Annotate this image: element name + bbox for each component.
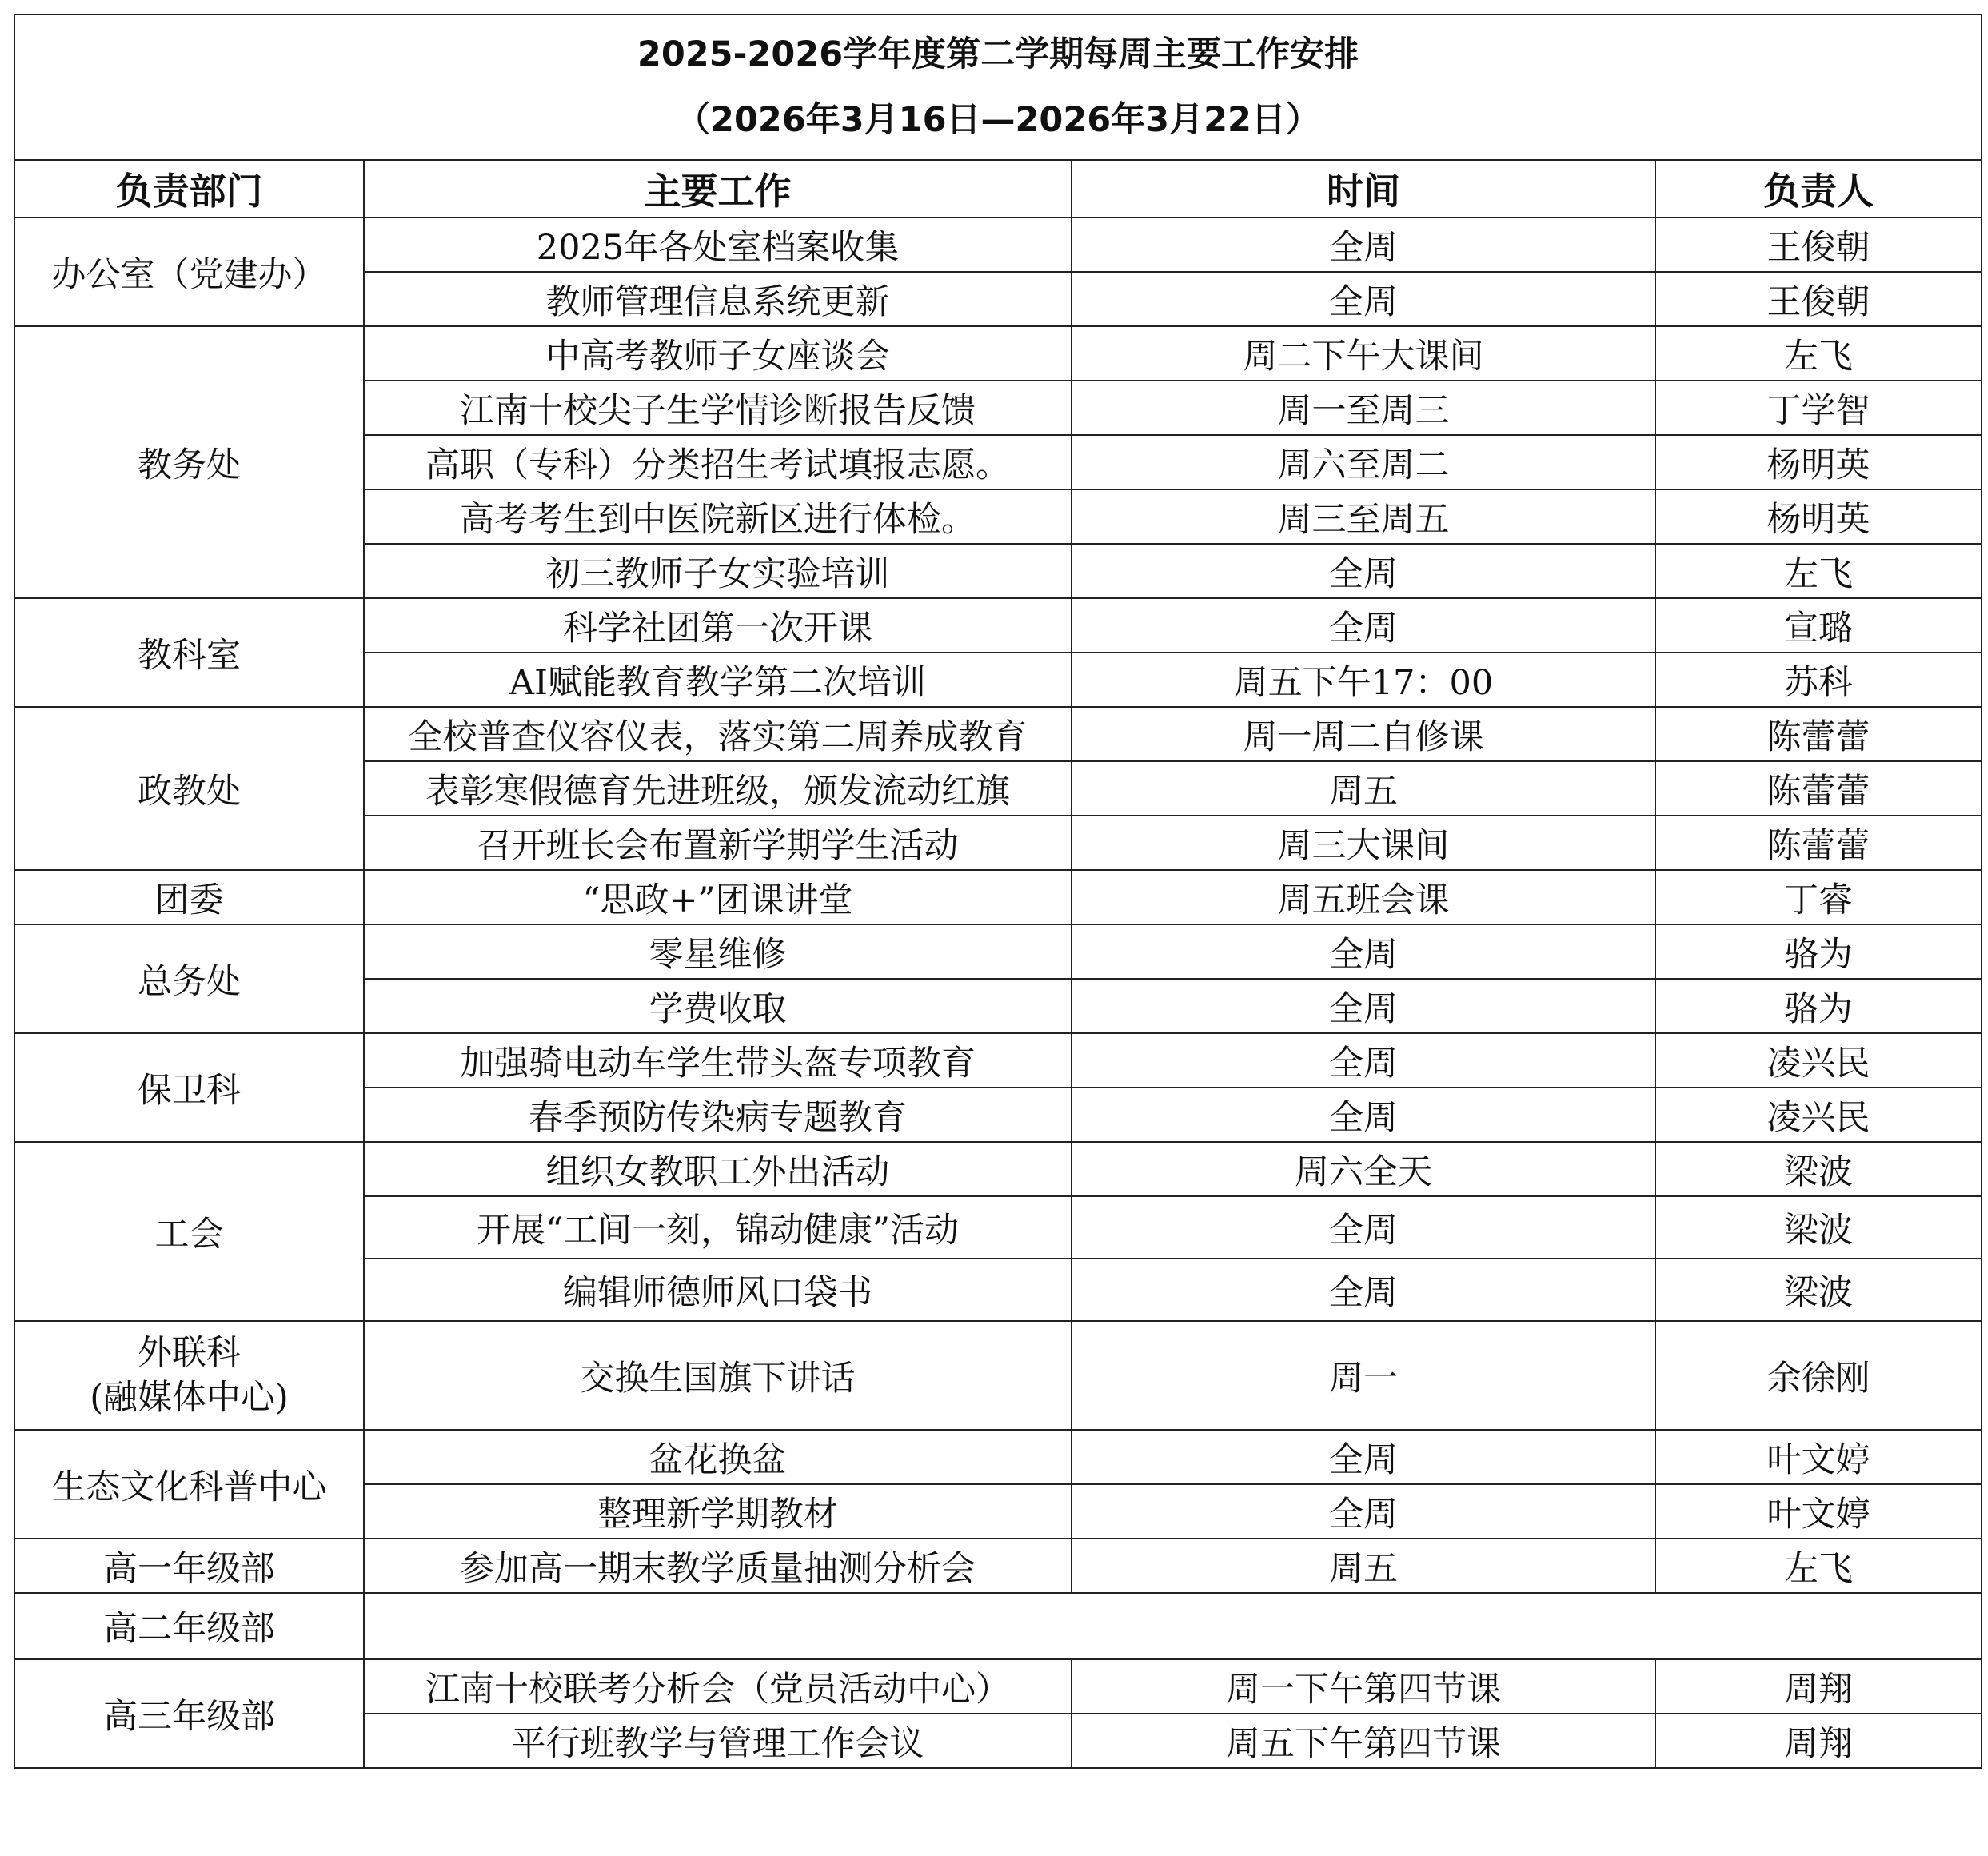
time-cell: 全周 bbox=[1072, 1259, 1655, 1321]
table-row bbox=[14, 1539, 1982, 1593]
table-row bbox=[14, 924, 1982, 979]
owner-cell: 杨明英 bbox=[1655, 435, 1982, 489]
time-cell: 全周 bbox=[1072, 1484, 1655, 1539]
owner-cell: 苏科 bbox=[1655, 653, 1982, 707]
owner-cell: 周翔 bbox=[1655, 1659, 1982, 1714]
department-cell: 办公室（党建办） bbox=[14, 218, 364, 326]
owner-cell: 凌兴民 bbox=[1655, 1088, 1982, 1142]
work-cell: 2025年各处室档案收集 bbox=[364, 218, 1072, 272]
weekly-schedule-table bbox=[14, 14, 1982, 1769]
time-cell: 全周 bbox=[1072, 218, 1655, 272]
owner-cell: 丁学智 bbox=[1655, 381, 1982, 435]
owner-cell: 叶文婷 bbox=[1655, 1430, 1982, 1484]
document-title bbox=[14, 14, 1982, 160]
department-cell: 团委 bbox=[14, 870, 364, 924]
table-row bbox=[14, 870, 1982, 924]
owner-cell: 左飞 bbox=[1655, 544, 1982, 598]
table-row bbox=[14, 598, 1982, 653]
work-cell: AI赋能教育教学第二次培训 bbox=[364, 653, 1072, 707]
time-cell: 周五 bbox=[1072, 1539, 1655, 1593]
work-cell: 表彰寒假德育先进班级，颁发流动红旗 bbox=[364, 761, 1072, 816]
header-work: 主要工作 bbox=[364, 160, 1072, 218]
time-cell: 周一周二自修课 bbox=[1072, 707, 1655, 761]
work-cell: 高考考生到中医院新区进行体检。 bbox=[364, 489, 1072, 544]
time-cell: 全周 bbox=[1072, 598, 1655, 653]
department-cell: 高三年级部 bbox=[14, 1659, 364, 1768]
owner-cell: 叶文婷 bbox=[1655, 1484, 1982, 1539]
department-name-line-1: 外联科 bbox=[138, 1333, 241, 1373]
department-cell: 政教处 bbox=[14, 707, 364, 870]
work-cell: 编辑师德师风口袋书 bbox=[364, 1259, 1072, 1321]
table-row bbox=[14, 1430, 1982, 1484]
work-cell: 科学社团第一次开课 bbox=[364, 598, 1072, 653]
header-owner: 负责人 bbox=[1655, 160, 1982, 218]
owner-cell: 丁睿 bbox=[1655, 870, 1982, 924]
table-row bbox=[14, 218, 1982, 272]
time-cell: 全周 bbox=[1072, 1430, 1655, 1484]
owner-cell: 陈蕾蕾 bbox=[1655, 816, 1982, 870]
empty-cell bbox=[364, 1593, 1982, 1659]
work-cell: 开展“工间一刻，锦动健康”活动 bbox=[364, 1196, 1072, 1259]
work-cell: 组织女教职工外出活动 bbox=[364, 1142, 1072, 1196]
time-cell: 周五下午17：00 bbox=[1072, 653, 1655, 707]
time-cell: 全周 bbox=[1072, 979, 1655, 1033]
header-time: 时间 bbox=[1072, 160, 1655, 218]
work-cell: “思政+”团课讲堂 bbox=[364, 870, 1072, 924]
department-cell: 生态文化科普中心 bbox=[14, 1430, 364, 1539]
time-cell: 全周 bbox=[1072, 924, 1655, 979]
work-cell: 高职（专科）分类招生考试填报志愿。 bbox=[364, 435, 1072, 489]
owner-cell: 左飞 bbox=[1655, 326, 1982, 381]
department-name-line-2: (融媒体中心) bbox=[90, 1378, 289, 1418]
time-cell: 全周 bbox=[1072, 1088, 1655, 1142]
work-cell: 江南十校尖子生学情诊断报告反馈 bbox=[364, 381, 1072, 435]
time-cell: 全周 bbox=[1072, 272, 1655, 326]
time-cell: 周二下午大课间 bbox=[1072, 326, 1655, 381]
work-cell: 加强骑电动车学生带头盔专项教育 bbox=[364, 1033, 1072, 1088]
department-cell bbox=[14, 1321, 364, 1430]
work-cell: 春季预防传染病专题教育 bbox=[364, 1088, 1072, 1142]
work-cell: 交换生国旗下讲话 bbox=[364, 1321, 1072, 1430]
table-row bbox=[14, 707, 1982, 761]
owner-cell: 周翔 bbox=[1655, 1714, 1982, 1768]
work-cell: 学费收取 bbox=[364, 979, 1072, 1033]
table-row bbox=[14, 1033, 1982, 1088]
work-cell: 召开班长会布置新学期学生活动 bbox=[364, 816, 1072, 870]
time-cell: 周一 bbox=[1072, 1321, 1655, 1430]
owner-cell: 余徐刚 bbox=[1655, 1321, 1982, 1430]
owner-cell: 杨明英 bbox=[1655, 489, 1982, 544]
department-cell: 高二年级部 bbox=[14, 1593, 364, 1659]
owner-cell: 左飞 bbox=[1655, 1539, 1982, 1593]
time-cell: 周五 bbox=[1072, 761, 1655, 816]
work-cell: 盆花换盆 bbox=[364, 1430, 1072, 1484]
department-cell: 工会 bbox=[14, 1142, 364, 1321]
department-cell: 保卫科 bbox=[14, 1033, 364, 1142]
owner-cell: 梁波 bbox=[1655, 1259, 1982, 1321]
owner-cell: 骆为 bbox=[1655, 924, 1982, 979]
owner-cell: 王俊朝 bbox=[1655, 272, 1982, 326]
owner-cell: 陈蕾蕾 bbox=[1655, 761, 1982, 816]
time-cell: 周一至周三 bbox=[1072, 381, 1655, 435]
work-cell: 平行班教学与管理工作会议 bbox=[364, 1714, 1072, 1768]
header-department: 负责部门 bbox=[14, 160, 364, 218]
department-cell: 教科室 bbox=[14, 598, 364, 707]
table-row bbox=[14, 326, 1982, 381]
time-cell: 全周 bbox=[1072, 1033, 1655, 1088]
time-cell: 周六全天 bbox=[1072, 1142, 1655, 1196]
work-cell: 教师管理信息系统更新 bbox=[364, 272, 1072, 326]
department-cell: 教务处 bbox=[14, 326, 364, 598]
work-cell: 江南十校联考分析会（党员活动中心） bbox=[364, 1659, 1072, 1714]
owner-cell: 王俊朝 bbox=[1655, 218, 1982, 272]
title-line-1: 2025-2026学年度第二学期每周主要工作安排 bbox=[637, 34, 1359, 74]
time-cell: 全周 bbox=[1072, 544, 1655, 598]
work-cell: 零星维修 bbox=[364, 924, 1072, 979]
table-row bbox=[14, 1142, 1982, 1196]
time-cell: 全周 bbox=[1072, 1196, 1655, 1259]
title-line-2: （2026年3月16日—2026年3月22日） bbox=[676, 100, 1320, 140]
time-cell: 周三至周五 bbox=[1072, 489, 1655, 544]
work-cell: 全校普查仪容仪表，落实第二周养成教育 bbox=[364, 707, 1072, 761]
header-row bbox=[14, 160, 1982, 218]
owner-cell: 陈蕾蕾 bbox=[1655, 707, 1982, 761]
table-row bbox=[14, 1321, 1982, 1430]
owner-cell: 宣璐 bbox=[1655, 598, 1982, 653]
work-cell: 初三教师子女实验培训 bbox=[364, 544, 1072, 598]
owner-cell: 梁波 bbox=[1655, 1196, 1982, 1259]
table-row bbox=[14, 1593, 1982, 1659]
department-cell: 高一年级部 bbox=[14, 1539, 364, 1593]
time-cell: 周三大课间 bbox=[1072, 816, 1655, 870]
time-cell: 周六至周二 bbox=[1072, 435, 1655, 489]
work-cell: 整理新学期教材 bbox=[364, 1484, 1072, 1539]
work-cell: 参加高一期末教学质量抽测分析会 bbox=[364, 1539, 1072, 1593]
owner-cell: 梁波 bbox=[1655, 1142, 1982, 1196]
time-cell: 周一下午第四节课 bbox=[1072, 1659, 1655, 1714]
owner-cell: 骆为 bbox=[1655, 979, 1982, 1033]
table-row bbox=[14, 1659, 1982, 1714]
time-cell: 周五下午第四节课 bbox=[1072, 1714, 1655, 1768]
owner-cell: 凌兴民 bbox=[1655, 1033, 1982, 1088]
department-cell: 总务处 bbox=[14, 924, 364, 1033]
work-cell: 中高考教师子女座谈会 bbox=[364, 326, 1072, 381]
time-cell: 周五班会课 bbox=[1072, 870, 1655, 924]
